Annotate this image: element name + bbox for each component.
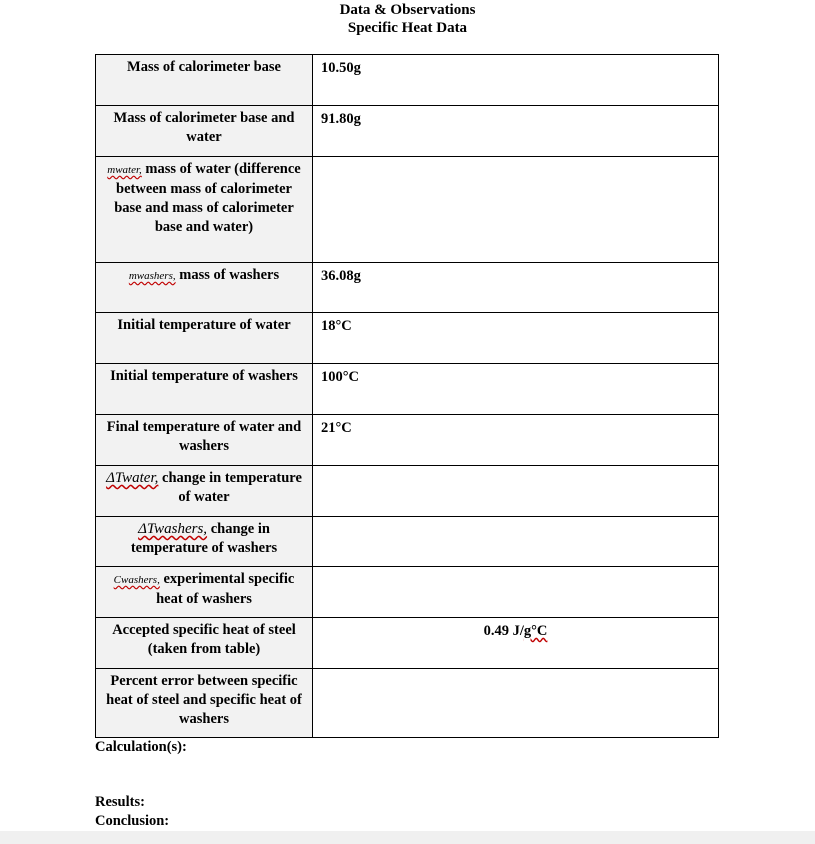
row-label: Initial temperature of washers — [96, 364, 313, 415]
table-row — [96, 313, 719, 364]
row-value[interactable]: 21°C — [313, 415, 719, 466]
row-value[interactable] — [313, 157, 719, 263]
table-row — [96, 567, 719, 618]
row-value[interactable] — [313, 567, 719, 618]
row-value[interactable] — [313, 466, 719, 517]
row-label: Mass of calorimeter base and water — [96, 106, 313, 157]
row-label: Final temperature of water and washers — [96, 415, 313, 466]
value-number: 0.49 J/ — [483, 623, 524, 639]
row-label: Percent error between specific heat of steel and specific heat of washers — [96, 669, 313, 738]
table-row — [96, 55, 719, 106]
symbol-m-water: mwater, — [107, 164, 142, 176]
row-value[interactable]: 18°C — [313, 313, 719, 364]
conclusion-label: Conclusion: — [95, 813, 170, 829]
calculations-label: Calculation(s): — [95, 739, 187, 755]
row-label: mwater, mass of water (difference between mass of calorimeter base and mass of calorimeter base and water) — [96, 157, 313, 263]
row-label: Mass of calorimeter base — [96, 55, 313, 106]
results-label: Results: — [95, 794, 145, 810]
specific-heat-table — [95, 54, 719, 738]
row-value[interactable]: 36.08g — [313, 263, 719, 313]
table-row — [96, 364, 719, 415]
table-row — [96, 415, 719, 466]
table-row — [96, 106, 719, 157]
table-row — [96, 466, 719, 517]
row-value[interactable]: 10.50g — [313, 55, 719, 106]
row-value[interactable] — [313, 669, 719, 738]
row-label: Initial temperature of water — [96, 313, 313, 364]
row-label: Cwashers, experimental specific heat of washers — [96, 567, 313, 618]
table-row — [96, 618, 719, 669]
table-row — [96, 517, 719, 567]
table-row — [96, 263, 719, 313]
heading-subtitle: Specific Heat Data — [347, 20, 468, 36]
symbol-m-washers: mwashers, — [128, 270, 176, 282]
page-bottom-edge — [0, 831, 815, 844]
row-label: mwashers, mass of washers — [96, 263, 313, 313]
row-label: ΔTwater, change in temperature of water — [96, 466, 313, 517]
heading-title: Data & Observations — [339, 2, 476, 18]
row-value[interactable] — [313, 618, 719, 669]
symbol-c-washers: Cwashers, — [113, 574, 160, 586]
row-label: Accepted specific heat of steel (taken from table) — [96, 618, 313, 669]
value-unit: g°C — [523, 623, 548, 639]
symbol-delta-t-water: ΔTwater, — [106, 470, 159, 486]
row-value[interactable] — [313, 517, 719, 567]
table-row — [96, 669, 719, 738]
row-label: ΔTwashers, change in temperature of washers — [96, 517, 313, 567]
page-heading — [0, 1, 815, 37]
row-value[interactable]: 91.80g — [313, 106, 719, 157]
table-row — [96, 157, 719, 263]
symbol-delta-t-washers: ΔTwashers, — [138, 521, 208, 537]
row-value[interactable]: 100°C — [313, 364, 719, 415]
